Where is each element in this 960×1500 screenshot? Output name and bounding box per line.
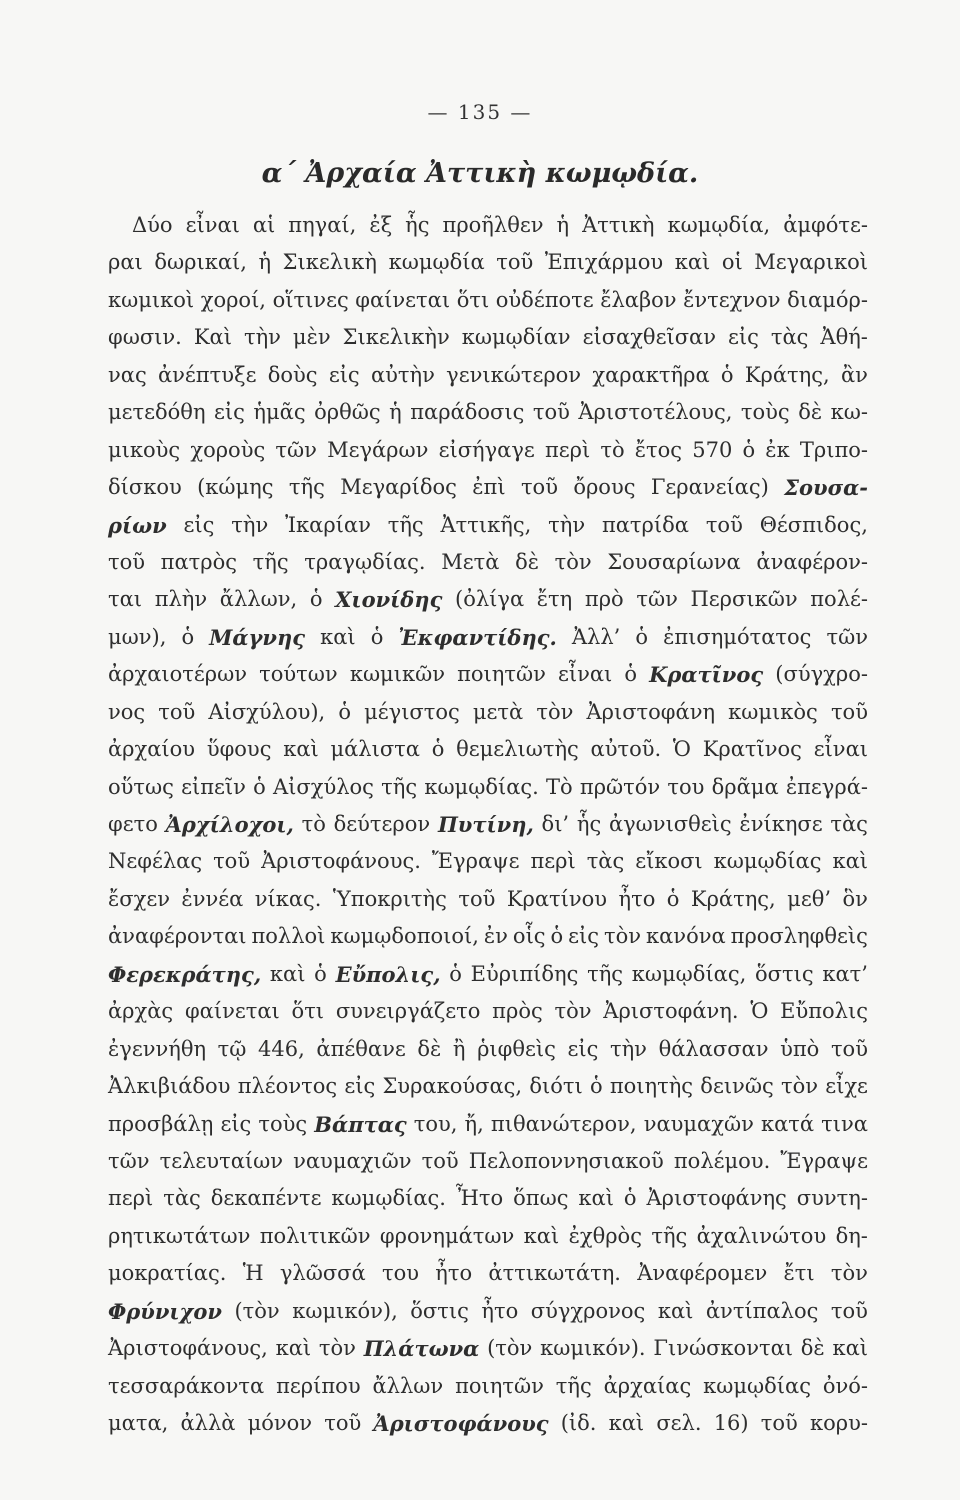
text-line: περὶ τὰς δεκαπέντε κωμῳδίας. Ἦτο ὅπως καὶ ὁ Ἀριστοφάνης συντη- bbox=[108, 1186, 868, 1211]
text-line: ἀναφέρονται πολλοὶ κωμῳδοποιοί, ἐν οἷς ὁ εἰς τὸν κανόνα προσληφθεὶς bbox=[108, 924, 868, 949]
text-line: νος τοῦ Αἰσχύλου), ὁ μέγιστος μετὰ τὸν Ἀριστοφάνη κωμικὸς τοῦ bbox=[108, 699, 868, 724]
text-line: φωσιν. Καὶ τὴν μὲν Σικελικὴν κωμῳδίαν εἰσαχθεῖσαν εἰς τὰς Ἀθή- bbox=[108, 325, 868, 350]
text-line: ματα, ἀλλὰ μόνον τοῦ Ἀριστοφάνους (ἰδ. καὶ σελ. 16) τοῦ κορυ- bbox=[108, 1411, 868, 1436]
text-line: οὕτως εἰπεῖν ὁ Αἰσχύλος τῆς κωμῳδίας. Τὸ πρῶτόν του δρᾶμα ἐπεγρά- bbox=[108, 774, 868, 799]
text-line: μικοὺς χοροὺς τῶν Μεγάρων εἰσήγαγε περὶ τὸ ἔτος 570 ὁ ἐκ Τριπο- bbox=[108, 437, 868, 462]
text-line: ρίων εἰς τὴν Ἰκαρίαν τῆς Ἀττικῆς, τὴν πατρίδα τοῦ Θέσπιδος, bbox=[108, 512, 868, 538]
text-line: φετο Ἀρχίλοχοι, τὸ δεύτερον Πυτίνη, δι’ ἧς ἀγωνισθεὶς ἐνίκησε τὰς bbox=[108, 812, 868, 837]
text-line: μοκρατίας. Ἡ γλῶσσά του ἦτο ἀττικωτάτη. Ἀναφέρομεν ἔτι τὸν bbox=[108, 1261, 868, 1286]
text-line: μετεδόθη εἰς ἡμᾶς ὀρθῶς ἡ παράδοσις τοῦ Ἀριστοτέλους, τοὺς δὲ κω- bbox=[108, 400, 868, 425]
text-line: ἀρχὰς φαίνεται ὅτι συνειργάζετο πρὸς τὸν Ἀριστοφάνη. Ὁ Εὔπολις bbox=[108, 999, 868, 1024]
text-line: ρητικωτάτων πολιτικῶν φρονημάτων καὶ ἐχθρὸς τῆς ἀχαλινώτου δη- bbox=[108, 1223, 868, 1248]
body-text bbox=[108, 207, 868, 1442]
text-line: κωμικοὶ χοροί, οἵτινες φαίνεται ὅτι οὐδέποτε ἔλαβον ἔντεχνον διαμόρ- bbox=[108, 287, 868, 312]
text-line: ἔσχεν ἐννέα νίκας. Ὑποκριτὴς τοῦ Κρατίνου ἦτο ὁ Κράτης, μεθ’ ὃν bbox=[108, 886, 868, 911]
text-line: τεσσαράκοντα περίπου ἄλλων ποιητῶν τῆς ἀρχαίας κωμῳδίας ὀνό- bbox=[108, 1373, 868, 1398]
text-line: Φρύνιχον (τὸν κωμικόν), ὅστις ἦτο σύγχρονος καὶ ἀντίπαλος τοῦ bbox=[108, 1298, 868, 1324]
text-line: Ἀριστοφάνους, καὶ τὸν Πλάτωνα (τὸν κωμικόν). Γινώσκονται δὲ καὶ bbox=[108, 1336, 868, 1362]
page-number: — 135 — bbox=[427, 100, 533, 124]
section-title: α΄ Ἀρχαία Ἀττικὴ κωμῳδία. bbox=[261, 158, 699, 189]
text-line: ται πλὴν ἄλλων, ὁ Χιονίδης (ὀλίγα ἔτη πρὸ τῶν Περσικῶν πολέ- bbox=[108, 587, 868, 613]
text-line: Δύο εἶναι αἱ πηγαί, ἐξ ἧς προῆλθεν ἡ Ἀττικὴ κωμῳδία, ἀμφότε- bbox=[132, 213, 868, 237]
text-line: νας ἀνέπτυξε δοὺς εἰς αὐτὴν γενικώτερον χαρακτῆρα ὁ Κράτης, ἂν bbox=[108, 362, 868, 387]
text-line: τοῦ πατρὸς τῆς τραγῳδίας. Μετὰ δὲ τὸν Σουσαρίωνα ἀναφέρον- bbox=[108, 549, 868, 574]
text-line: προσβάλῃ εἰς τοὺς Βάπτας του, ἤ, πιθανώτερον, ναυμαχῶν κατά τινα bbox=[108, 1111, 868, 1137]
text-line: Ἀλκιβιάδου πλέοντος εἰς Συρακούσας, διότι ὁ ποιητὴς δεινῶς τὸν εἶχε bbox=[108, 1074, 868, 1099]
text-line: Φερεκράτης, καὶ ὁ Εὔπολις, ὁ Εὐριπίδης τῆς κωμῳδίας, ὅστις κατ’ bbox=[108, 961, 868, 987]
text-line: ἐγεννήθη τῷ 446, ἀπέθανε δὲ ἢ ῥιφθεὶς εἰς τὴν θάλασσαν ὑπὸ τοῦ bbox=[108, 1036, 868, 1061]
text-line: τῶν τελευταίων ναυμαχιῶν τοῦ Πελοποννησιακοῦ πολέμου. Ἔγραψε bbox=[108, 1148, 868, 1173]
text-line: ἀρχαίου ὕφους καὶ μάλιστα ὁ θεμελιωτὴς αὐτοῦ. Ὁ Κρατῖνος εἶναι bbox=[108, 737, 868, 762]
text-line: ραι δωρικαί, ἡ Σικελικὴ κωμῳδία τοῦ Ἐπιχάρμου καὶ οἱ Μεγαρικοὶ bbox=[108, 250, 868, 275]
text-line: μων), ὁ Μάγνης καὶ ὁ Ἐκφαντίδης. Ἀλλ’ ὁ ἐπισημότατος τῶν bbox=[108, 624, 868, 650]
text-line: δίσκου (κώμης τῆς Μεγαρίδος ἐπὶ τοῦ ὄρους Γερανείας) Σουσα- bbox=[108, 475, 868, 501]
text-line: ἀρχαιοτέρων τούτων κωμικῶν ποιητῶν εἶναι ὁ Κρατῖνος (σύγχρο- bbox=[108, 662, 868, 688]
text-line: Νεφέλας τοῦ Ἀριστοφάνους. Ἔγραψε περὶ τὰς εἴκοσι κωμῳδίας καὶ bbox=[108, 849, 868, 874]
